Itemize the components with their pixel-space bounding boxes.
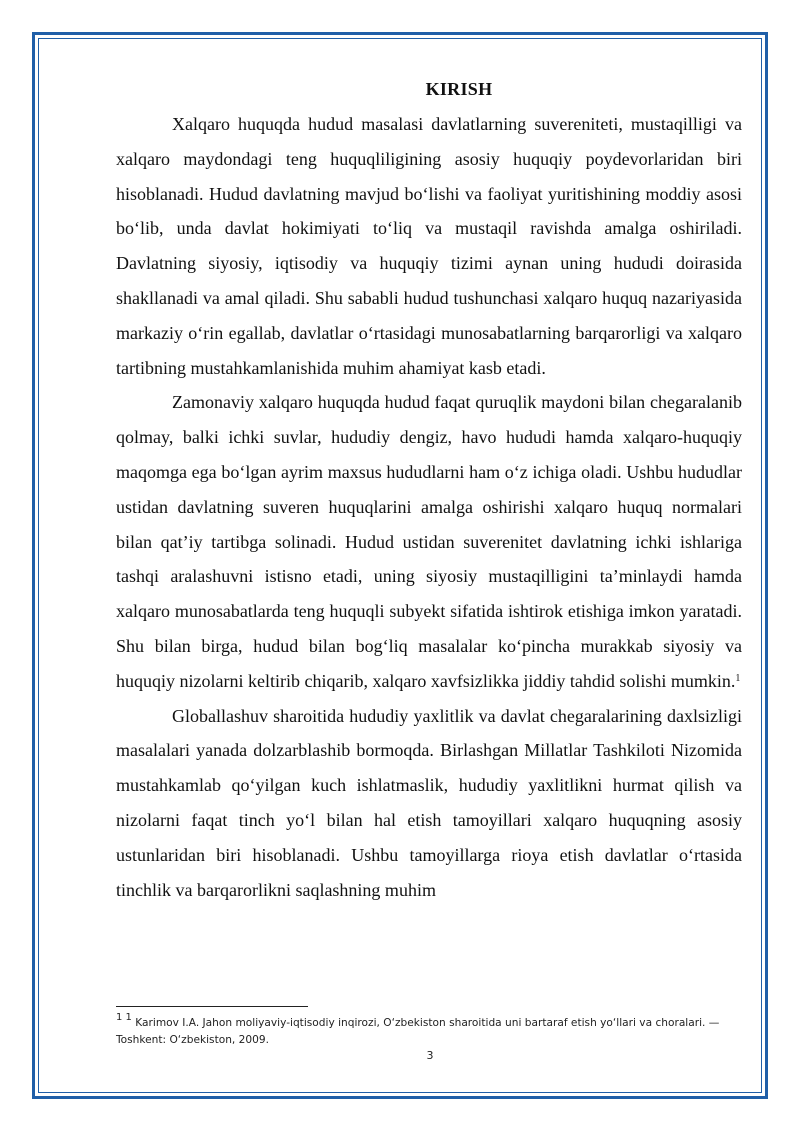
footnote-reference[interactable]: 1 [735, 672, 741, 684]
footnote-text: Karimov I.A. Jahon moliyaviy-iqtisodiy inqirozi, O‘zbekiston sharoitida uni bartaraf etish yo‘llari va choralari. — Toshkent: O‘zbekiston, 2009. [116, 1017, 720, 1046]
footnote [116, 1012, 736, 1049]
footnote-separator [116, 1006, 308, 1007]
footnote-marks: 1 1 [116, 1012, 132, 1023]
paragraph-3: Globallashuv sharoitida hududiy yaxlitlik va davlat chegaralarining daxlsizligi masalalari yanada dolzarblashib bormoqda. Birlashgan Millatlar Tashkiloti Nizomida mustahkamlab qo‘yilgan kuch ishlatmaslik, hududiy yaxlitlikni hurmat qilish va nizolarni faqat tinch yo‘l bilan hal etish tamoyillari xalqaro huquqning asosiy ustunlaridan biri hisoblanadi. Ushbu tamoyillarga rioya etish davlatlar o‘rtasida tinchlik va barqarorlikni saqlashning muhim [116, 705, 742, 900]
paragraph-1: Xalqaro huquqda hudud masalasi davlatlarning suvereniteti, mustaqilligi va xalqaro maydondagi teng huquqliligining asosiy huquqiy poydevorlaridan biri hisoblanadi. Hudud davlatning mavjud bo‘lishi va faoliyat yuritishining moddiy asosi bo‘lib, unda davlat hokimiyati to‘liq va mustaqil ravishda amalga oshiriladi. Davlatning siyosiy, iqtisodiy va huquqiy tizimi aynan uning hududi doirasida shakllanadi va amal qiladi. Shu sababli hudud tushunchasi xalqaro huquq nazariyasida markaziy o‘rin egallab, davlatlar o‘rtasidagi munosabatlarning barqarorligi va xalqaro tartibning mustahkamlanishida muhim ahamiyat kasb etadi. [116, 114, 742, 378]
page-number: 3 [426, 1049, 434, 1062]
paragraph-2 [116, 385, 742, 698]
paragraph-2-text: Zamonaviy xalqaro huquqda hudud faqat quruqlik maydoni bilan chegaralanib qolmay, balki ichki suvlar, hududiy dengiz, havo hududi hamda xalqaro-huquqiy maqomga ega bo‘lgan ayrim maxsus hududlarni ham o‘z ichiga oladi. Ushbu hududlar ustidan davlatning suveren huquqlarini amalga oshirishi xalqaro huquq normalari bilan qat’iy tartibga solinadi. Hudud ustidan suverenitet davlatning ichki ishlariga tashqi aralashuvni istisno etadi, uning siyosiy mustaqilligini ta’minlaydi hamda xalqaro munosabatlarda teng huquqli subyekt sifatida ishtirok etishiga imkon yaratadi. Shu bilan birga, hudud bilan bog‘liq masalalar ko‘pincha murakkab siyosiy va huquqiy nizolarni keltirib chiqarib, xalqaro xavfsizlikka jiddiy tahdid solishi mumkin. [116, 392, 742, 691]
section-heading: KIRISH [425, 79, 493, 99]
page-body [116, 74, 742, 907]
